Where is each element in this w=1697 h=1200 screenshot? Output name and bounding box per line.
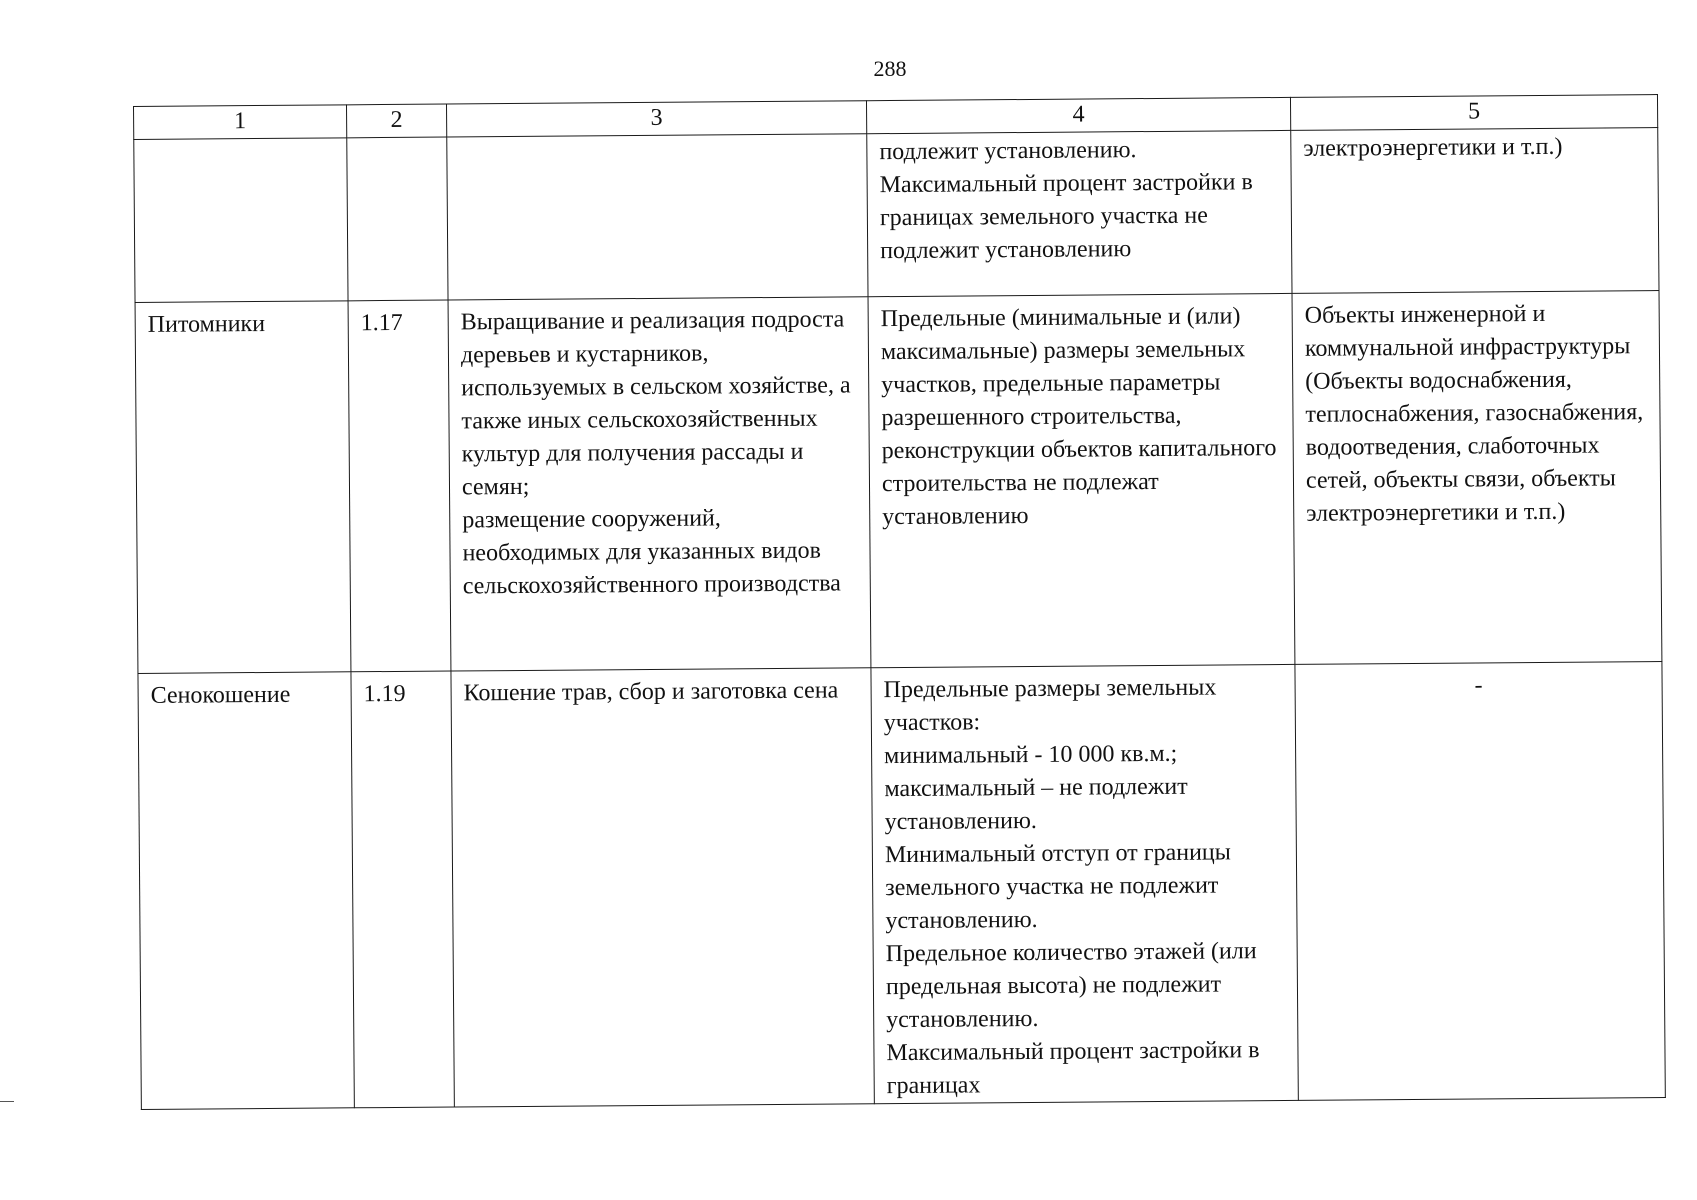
cell-parameters: Предельные (минимальные и (или) максимальные) размеры земельных участков, предельные параметры разрешенного строительства, реконструкции объектов капитального строительства не подлежат установлению <box>868 293 1295 667</box>
cell-code <box>347 137 448 301</box>
cell-auxiliary: электроэнергетики и т.п.) <box>1291 128 1659 294</box>
cell-code: 1.19 <box>351 671 454 1108</box>
cell-name: Питомники <box>135 301 351 674</box>
zoning-table <box>133 94 1666 1110</box>
page-number: 288 <box>873 56 907 81</box>
cell-auxiliary: - <box>1295 662 1665 1101</box>
table-row-pitomniki <box>135 291 1662 674</box>
table-row-continuation <box>134 128 1659 303</box>
column-header-5: 5 <box>1290 95 1657 131</box>
cell-description: Кошение трав, сбор и заготовка сена <box>451 668 874 1107</box>
cell-auxiliary: Объекты инженерной и коммунальной инфраструктуры (Объекты водоснабжения, теплоснабжения, газоснабжения, водоотведения, слаботочных сетей, объекты связи, объекты электроэнергетики и т.п.) <box>1292 291 1662 665</box>
column-header-3: 3 <box>446 101 866 137</box>
table-row-senokoshenie <box>138 662 1665 1110</box>
cell-name: Сенокошение <box>138 672 354 1110</box>
margin-mark <box>0 1101 14 1102</box>
zoning-table-container <box>133 94 1665 1110</box>
cell-code: 1.17 <box>348 300 451 672</box>
cell-parameters: Предельные размеры земельных участков: минимальный - 10 000 кв.м.; максимальный – не подлежит установлению. Минимальный отступ от границы земельного участка не подлежит установлению. Предельное количество этажей (или предельная высота) не подлежит установлению. Максимальный процент застройки в границах <box>871 664 1298 1103</box>
column-header-4: 4 <box>866 97 1290 133</box>
cell-parameters: подлежит установлению. Максимальный процент застройки в границах земельного участка не подлежит установлению <box>867 130 1292 296</box>
column-header-1: 1 <box>134 105 347 140</box>
cell-name <box>134 138 348 303</box>
cell-description: Выращивание и реализация подроста деревьев и кустарников, используемых в сельском хозяйстве, а также иных сельскохозяйственных культур для получения рассады и семян; размещение сооружений, необходимых для указанных видов сельскохозяйственного производства <box>448 297 871 671</box>
cell-description <box>447 134 868 300</box>
column-header-2: 2 <box>346 104 446 138</box>
